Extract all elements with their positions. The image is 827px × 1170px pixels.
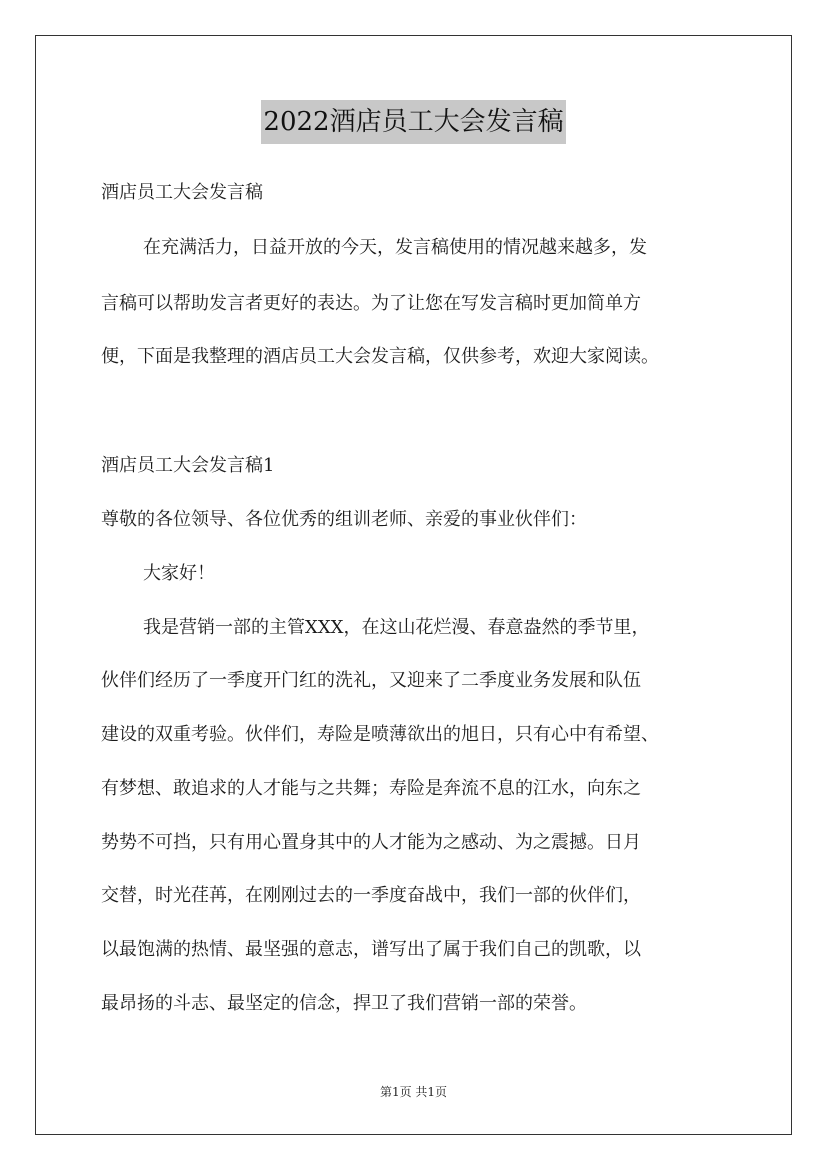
- intro-line-1: 在充满活力，日益开放的今天，发言稿使用的情况越来越多，发: [143, 237, 647, 258]
- page-footer: 第1页 共1页: [379, 1085, 448, 1099]
- salutation: 尊敬的各位领导、各位优秀的组训老师、亲爱的事业伙伴们：: [101, 509, 587, 530]
- body-line-4: 有梦想、敢追求的人才能与之共舞；寿险是奔流不息的江水，向东之: [101, 778, 641, 799]
- body-line-2: 伙伴们经历了一季度开门红的洗礼，又迎来了二季度业务发展和队伍: [101, 670, 641, 691]
- intro-line-2: 言稿可以帮助发言者更好的表达。为了让您在写发言稿时更加简单方: [101, 293, 641, 314]
- body-line-8: 最昂扬的斗志、最坚定的信念，捍卫了我们营销一部的荣誉。: [101, 993, 587, 1014]
- document-title: 2022酒店员工大会发言稿: [261, 100, 565, 144]
- title-container: [0, 100, 827, 144]
- body-line-5: 势势不可挡，只有用心置身其中的人才能为之感动、为之震撼。日月: [101, 832, 641, 853]
- body-line-7: 以最饱满的热情、最坚强的意志，谱写出了属于我们自己的凯歌，以: [101, 939, 641, 960]
- body-line-3: 建设的双重考验。伙伴们，寿险是喷薄欲出的旭日，只有心中有希望、: [101, 724, 659, 745]
- greeting: 大家好！: [143, 563, 215, 584]
- intro-line-3: 便，下面是我整理的酒店员工大会发言稿，仅供参考，欢迎大家阅读。: [101, 346, 659, 367]
- body-line-1: 我是营销一部的主管XXX，在这山花烂漫、春意盎然的季节里，: [143, 617, 650, 638]
- document-subtitle: 酒店员工大会发言稿: [101, 182, 263, 203]
- body-line-6: 交替，时光荏苒，在刚刚过去的一季度奋战中，我们一部的伙伴们，: [101, 885, 641, 906]
- section-heading: 酒店员工大会发言稿1: [101, 455, 275, 476]
